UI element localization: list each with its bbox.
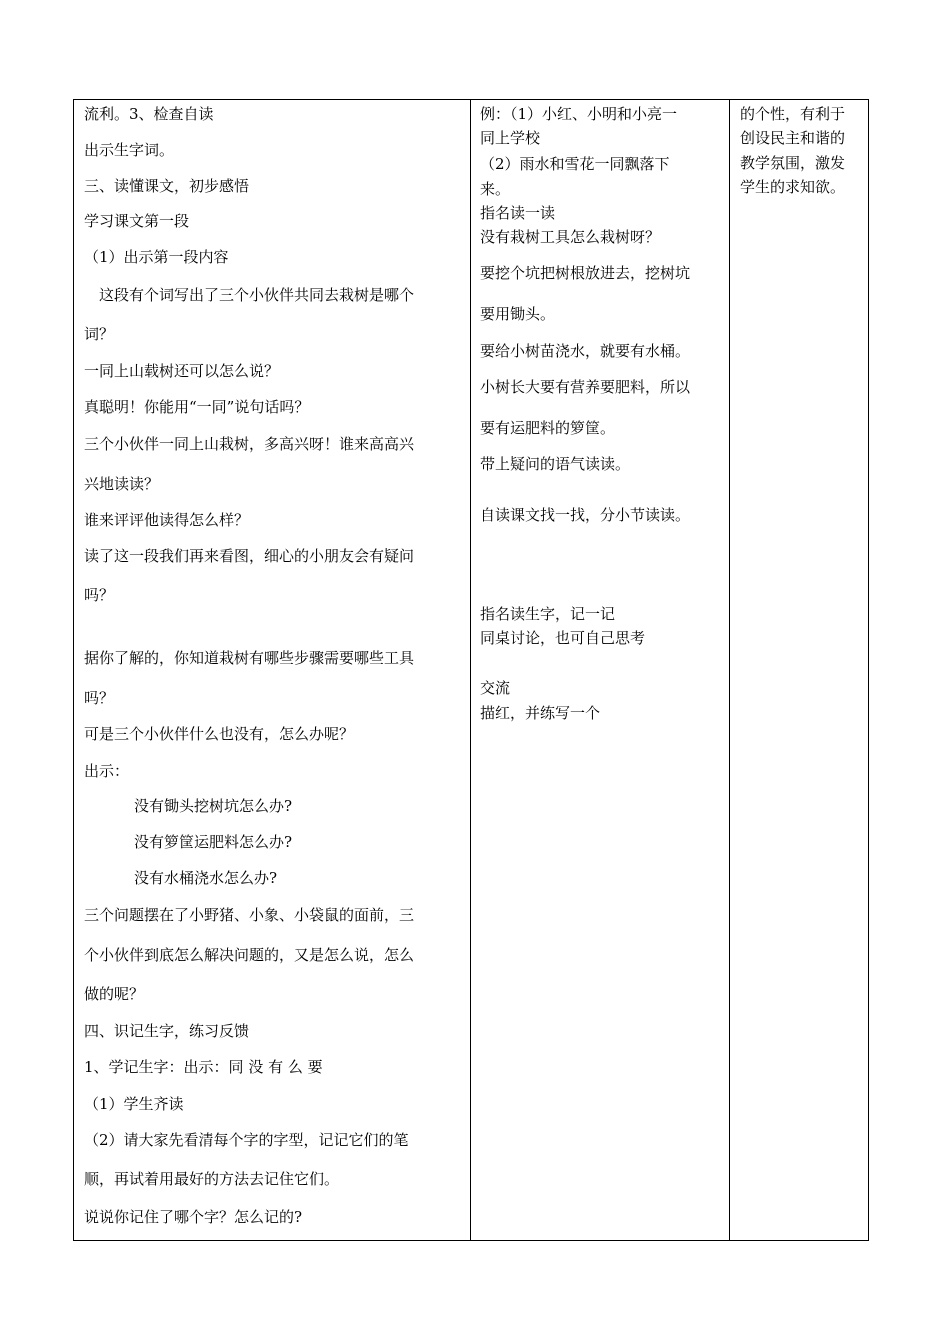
text-line: 词？ (84, 325, 115, 343)
text-line: 谁来评评他读得怎么样？ (84, 511, 250, 529)
text-line: （1）学生齐读 (84, 1095, 184, 1113)
text-line: 带上疑问的语气读读。 (480, 455, 631, 473)
text-line: 流利。3、检查自读 (84, 105, 214, 123)
text-line: 吗？ (84, 689, 115, 707)
text-line: 做的呢？ (84, 985, 145, 1003)
column-divider-1 (470, 100, 471, 1240)
section-heading: 四、识记生字，练习反馈 (84, 1022, 250, 1040)
text-line: 同桌讨论，也可自己思考 (480, 629, 646, 647)
text-line: 同上学校 (480, 129, 541, 147)
text-line: 1、学记生字：出示：同 没 有 么 要 (84, 1058, 323, 1076)
text-line: 教学氛围，激发 (740, 154, 846, 172)
question-item: 没有水桶浇水怎么办? (134, 869, 278, 887)
text-line: 来。 (480, 180, 511, 198)
text-line: 小树长大要有营养要肥料，所以 (480, 378, 691, 396)
text-line: 读了这一段我们再来看图，细心的小朋友会有疑问 (84, 547, 415, 565)
text-line: 的个性，有利于 (740, 105, 846, 123)
text-line: 学生的求知欲。 (740, 178, 846, 196)
text-line: 指名读生字，记一记 (480, 605, 616, 623)
text-line: 这段有个词写出了三个小伙伴共同去栽树是哪个 (99, 286, 415, 304)
text-line: 可是三个小伙伴什么也没有，怎么办呢？ (84, 725, 355, 743)
text-line: 指名读一读 (480, 204, 556, 222)
text-line: 三个小伙伴一同上山栽树，多高兴呀！谁来高高兴 (84, 435, 415, 453)
text-line: 个小伙伴到底怎么解决问题的，又是怎么说，怎么 (84, 946, 415, 964)
question-item: 没有锄头挖树坑怎么办? (134, 797, 293, 815)
text-line: 要有运肥料的箩筐。 (480, 419, 616, 437)
text-line: 例：（1）小红、小明和小亮一 (480, 105, 678, 123)
text-line: 创设民主和谐的 (740, 129, 846, 147)
text-line: 学习课文第一段 (84, 212, 190, 230)
text-line: 说说你记住了哪个字？怎么记的? (84, 1208, 303, 1226)
column-divider-2 (729, 100, 730, 1240)
text-line: 要挖个坑把树根放进去，挖树坑 (480, 264, 691, 282)
text-line: 要给小树苗浇水，就要有水桶。 (480, 342, 691, 360)
section-heading: 三、读懂课文，初步感悟 (84, 177, 250, 195)
text-line: 没有栽树工具怎么栽树呀？ (480, 228, 661, 246)
lesson-plan-table (73, 99, 869, 1241)
text-line: 兴地读读？ (84, 475, 160, 493)
question-item: 没有箩筐运肥料怎么办? (134, 833, 293, 851)
text-line: 一同上山载树还可以怎么说？ (84, 362, 280, 380)
text-line: 据你了解的，你知道栽树有哪些步骤需要哪些工具 (84, 649, 415, 667)
text-line: 真聪明！你能用“一同”说句话吗？ (84, 398, 310, 416)
text-line: 顺，再试着用最好的方法去记住它们。 (84, 1170, 340, 1188)
text-line: （2）雨水和雪花一同飘落下 (480, 155, 670, 173)
text-line: （2）请大家先看清每个字的字型，记记它们的笔 (84, 1131, 409, 1149)
text-line: （1）出示第一段内容 (84, 248, 229, 266)
text-line: 自读课文找一找，分小节读读。 (480, 506, 691, 524)
text-line: 出示生字词。 (84, 141, 175, 159)
text-line: 吗？ (84, 586, 115, 604)
text-line: 三个问题摆在了小野猪、小象、小袋鼠的面前，三 (84, 906, 415, 924)
text-line: 要用锄头。 (480, 305, 556, 323)
text-line: 交流 (480, 679, 511, 697)
text-line: 描红，并练写一个 (480, 704, 601, 722)
text-line: 出示： (84, 762, 130, 780)
